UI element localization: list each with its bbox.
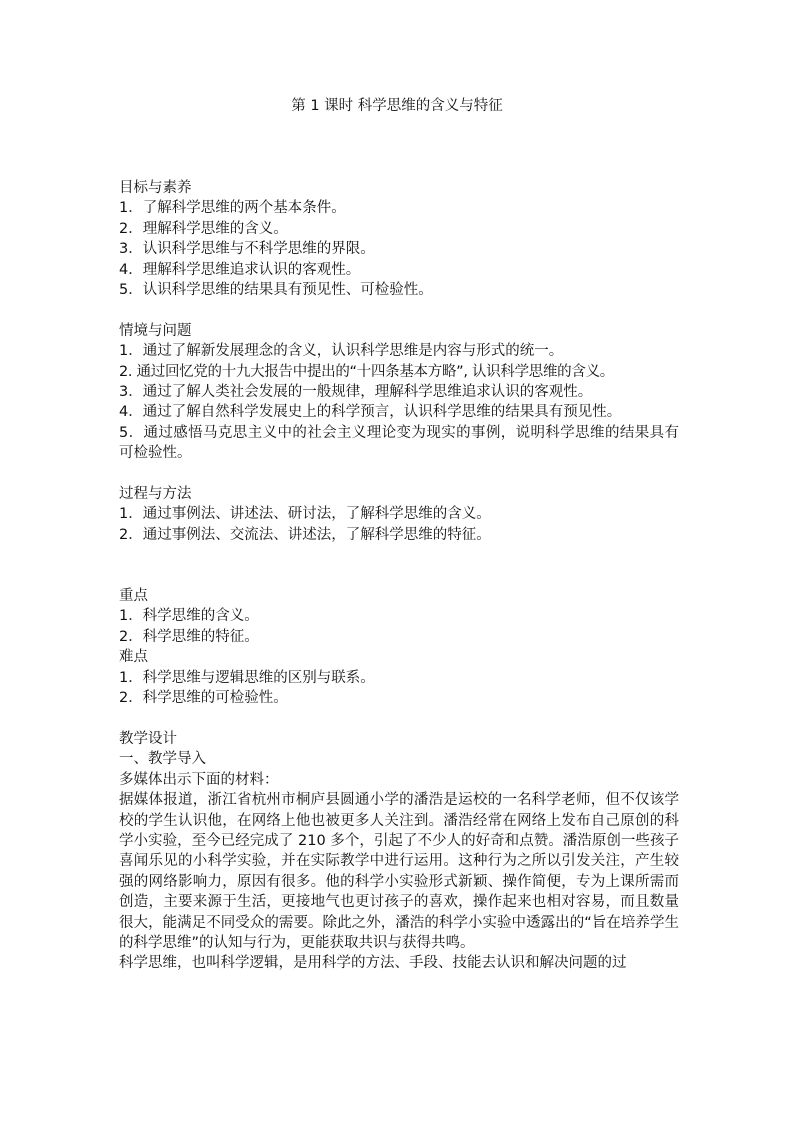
spacer [119,300,679,320]
design-paragraph: 据媒体报道，浙江省杭州市桐庐县圆通小学的潘浩是运校的一名科学老师，但不仅该学校的学生认识他，在网络上他也被更多人关注到。潘浩经常在网络上发布自己原创的科学小实验，至今已经完成了 210 多个，引起了不少人的好奇和点赞。潘浩原创一些孩子喜闻乐见的小科学实验，并在实际教学中进行运用。这种行为之所以引发关注，产生较强的网络影响力，原因有很多。他的科学小实验形式新颖、操作简便，专为上课所需而创造，主要来源于生活，更接地气也更讨孩子的喜欢，操作起来也相对容易，而且数量很大，能满足不同受众的需要。除此之外，潘浩的科学小实验中透露出的“旨在培养学生的科学思维”的认知与行为，更能获取共识与获得共鸣。 [119,792,679,951]
difficulty-item: 2．科学思维的可检验性。 [119,690,288,707]
process-heading: 过程与方法 [119,486,192,503]
design-subheading: 一、教学导入 [119,751,206,768]
key-points-heading: 重点 [119,588,148,605]
spacer [119,709,679,729]
goals-item: 2．理解科学思维的含义。 [119,220,288,237]
difficulty-item: 1．科学思维与逻辑思维的区别与联系。 [119,669,375,686]
design-paragraph: 科学思维，也叫科学逻辑，是用科学的方法、手段、技能去认识和解决问题的过 [119,955,627,972]
document-body [119,178,679,974]
key-point-item: 2．科学思维的特征。 [119,628,259,645]
goals-heading: 目标与素养 [119,180,192,196]
situation-item: 5．通过感悟马克思主义中的社会主义理论变为现实的事例，说明科学思维的结果具有可检验性。 [119,424,679,462]
lesson-title: 第 1 课时 科学思维的含义与特征 [291,98,503,114]
goals-item: 1．了解科学思维的两个基本条件。 [119,200,346,217]
goals-item: 3．认识科学思维与不科学思维的界限。 [119,241,375,258]
design-heading: 教学设计 [119,730,177,747]
situation-item: 2. 通过回忆党的十九大报告中提出的“十四条基本方略”, 认识科学思维的含义。 [119,363,614,380]
key-point-item: 1．科学思维的含义。 [119,608,259,625]
situation-item: 1．通过了解新发展理念的含义，认识科学思维是内容与形式的统一。 [119,343,564,360]
situation-item: 4．通过了解自然科学发展史上的科学预言，认识科学思维的结果具有预见性。 [119,404,622,421]
process-item: 1．通过事例法、讲述法、研讨法，了解科学思维的含义。 [119,506,491,523]
goals-item: 4．理解科学思维追求认识的客观性。 [119,261,361,278]
situation-heading: 情境与问题 [119,322,192,339]
design-intro: 多媒体出示下面的材料： [119,771,279,788]
process-item: 2．通过事例法、交流法、讲述法，了解科学思维的特征。 [119,526,491,543]
difficulties-heading: 难点 [119,649,148,666]
spacer [119,545,679,586]
situation-item: 3．通过了解人类社会发展的一般规律，理解科学思维追求认识的客观性。 [119,384,593,401]
spacer [119,464,679,484]
goals-item: 5．认识科学思维的结果具有预见性、可检验性。 [119,282,433,299]
